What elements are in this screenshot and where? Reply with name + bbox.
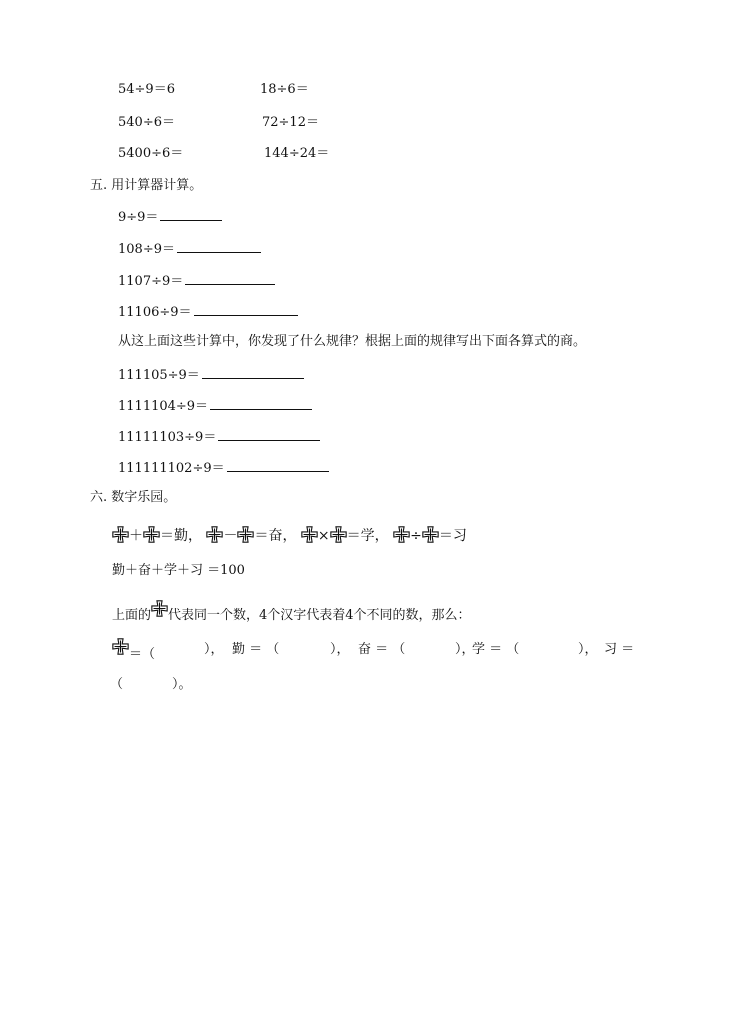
calc-item-1-text: 9÷9＝ xyxy=(118,210,159,225)
answer-blank-qin[interactable] xyxy=(282,642,322,656)
answer-cross xyxy=(112,638,155,663)
times-op: × xyxy=(317,528,330,544)
answer-fen-label: 奋 ＝ （ xyxy=(358,642,406,657)
equation-row-2-left: 540÷6＝ xyxy=(118,115,175,130)
divide-op: ÷ xyxy=(410,528,422,544)
calc-item-2-text: 108÷9＝ xyxy=(118,242,175,257)
equation-row-3-right: 144÷24＝ xyxy=(264,146,330,161)
cross-symbol-icon xyxy=(112,638,129,655)
plus-op: ＋ xyxy=(129,528,143,544)
calc-item-8-text: 111111102÷9＝ xyxy=(118,461,225,476)
sum-equation: 勤＋奋＋学＋习 ＝100 xyxy=(112,563,245,578)
cross-symbol-icon xyxy=(206,526,223,543)
calc-item-6 xyxy=(118,397,312,415)
calc-item-7 xyxy=(118,428,320,446)
answer-qin-label: 勤 ＝ （ xyxy=(232,642,280,657)
minus-op: － xyxy=(223,528,238,544)
calc-item-1 xyxy=(118,208,222,226)
equation-row-2-right: 72÷12＝ xyxy=(262,115,319,130)
calc-item-3-text: 1107÷9＝ xyxy=(118,274,184,289)
result-fen: ＝奋， xyxy=(254,528,297,544)
answer-xi-open: （ xyxy=(110,677,124,692)
cross-symbol-icon xyxy=(112,526,129,543)
answer-blank-xue[interactable] xyxy=(528,642,568,656)
answer-blank-xi[interactable] xyxy=(126,677,170,691)
answer-cross-open: ＝（ xyxy=(129,647,156,662)
instruction-text: 从这上面这些计算中，你发现了什么规律？根据上面的规律写出下面各算式的商。 xyxy=(118,334,587,349)
result-xi: ＝习 xyxy=(438,528,467,544)
result-xue: ＝学， xyxy=(346,528,389,544)
answer-blank-3[interactable] xyxy=(185,272,275,285)
note-line xyxy=(112,600,471,624)
answer-blank-8[interactable] xyxy=(227,459,329,472)
answer-cross-close: ）， xyxy=(204,642,224,657)
section-6-heading: 六. 数字乐园。 xyxy=(90,490,177,505)
answer-blank-5[interactable] xyxy=(202,366,304,379)
answer-xi-label: 习 ＝ xyxy=(604,642,635,657)
calc-item-2 xyxy=(118,240,261,258)
answer-blank-fen[interactable] xyxy=(408,642,448,656)
symbol-equation-line xyxy=(112,526,467,544)
calc-item-4-text: 11106÷9＝ xyxy=(118,305,192,320)
answer-qin-close: ）， xyxy=(330,642,350,657)
cross-symbol-icon xyxy=(393,526,410,543)
answer-blank-6[interactable] xyxy=(210,397,312,410)
cross-symbol-icon xyxy=(301,526,318,543)
answer-xi-close: ）。 xyxy=(172,677,192,692)
calc-item-8 xyxy=(118,459,329,477)
calc-item-6-text: 1111104÷9＝ xyxy=(118,399,209,414)
calc-item-3 xyxy=(118,272,275,290)
calc-item-5 xyxy=(118,366,304,384)
cross-symbol-icon xyxy=(151,600,168,617)
answer-fen-close: ）， xyxy=(455,642,475,657)
cross-symbol-icon xyxy=(330,526,347,543)
cross-symbol-icon xyxy=(422,526,439,543)
answer-blank-cross[interactable] xyxy=(150,642,200,656)
answer-blank-4[interactable] xyxy=(194,303,298,316)
calc-item-4 xyxy=(118,303,298,321)
answer-xue-close: ）， xyxy=(578,642,598,657)
equation-row-1-right: 18÷6＝ xyxy=(260,82,309,97)
note-suffix: 代表同一个数，4个汉字代表着4个不同的数，那么： xyxy=(168,608,471,623)
answer-blank-7[interactable] xyxy=(218,428,320,441)
equation-row-3-left: 5400÷6＝ xyxy=(118,146,184,161)
cross-symbol-icon xyxy=(143,526,160,543)
answer-xue-label: 学 ＝ （ xyxy=(472,642,520,657)
section-5-heading: 五. 用计算器计算。 xyxy=(90,178,203,193)
answer-blank-1[interactable] xyxy=(160,208,222,221)
cross-symbol-icon xyxy=(237,526,254,543)
equation-row-1-left: 54÷9＝6 xyxy=(118,82,175,97)
answer-blank-2[interactable] xyxy=(177,240,261,253)
calc-item-7-text: 11111103÷9＝ xyxy=(118,430,217,445)
note-prefix: 上面的 xyxy=(112,608,152,623)
calc-item-5-text: 111105÷9＝ xyxy=(118,368,200,383)
result-qin: ＝勤， xyxy=(160,528,202,544)
